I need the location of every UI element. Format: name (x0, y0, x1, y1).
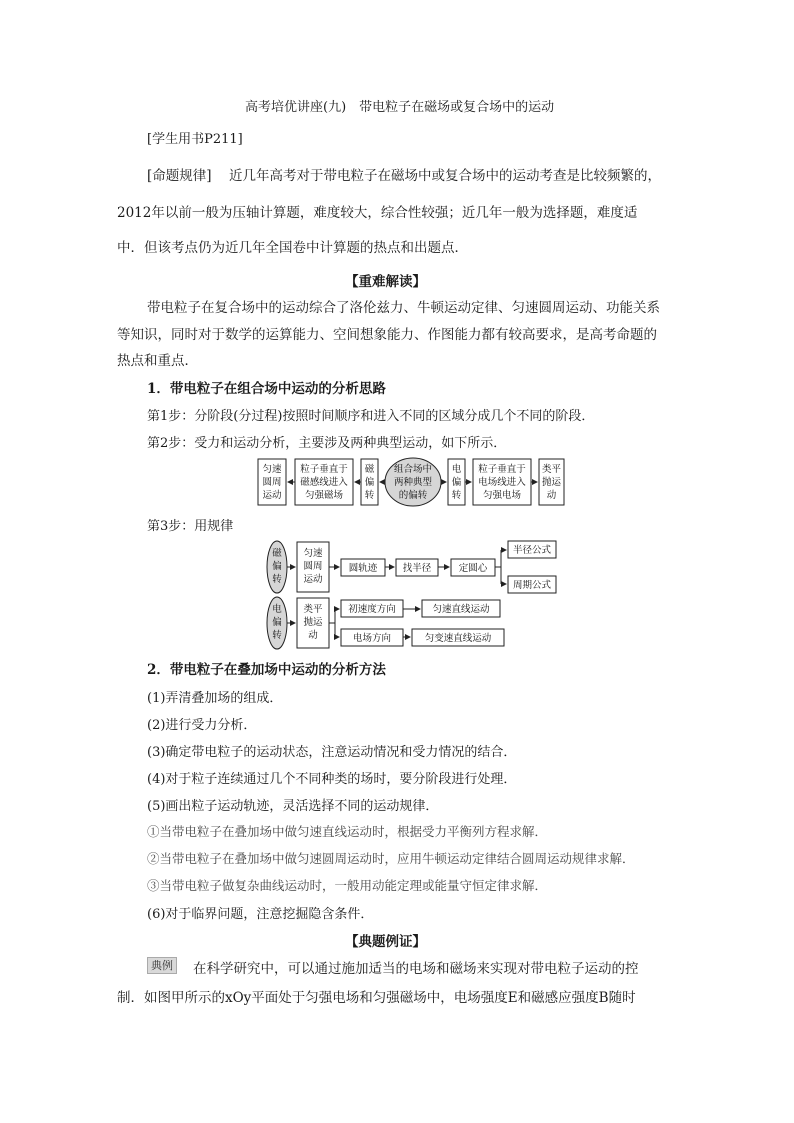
example-line-2: 制．如图甲所示的xOy平面处于匀强电场和匀强磁场中，电场强度E和磁感应强度B随时 (117, 990, 636, 1006)
method-item-1: (1)弄清叠加场的组成． (147, 691, 283, 706)
student-book-ref: [学生用书P211] (147, 132, 243, 147)
d1-g-2: 动 (546, 490, 557, 501)
method-item-3: (3)确定带电粒子的运动状态，注意运动情况和受力情况的结合． (147, 745, 517, 760)
sub2-heading: 2．带电粒子在叠加场中运动的分析方法 (147, 662, 386, 678)
d2-init: 初速度方向 (348, 604, 396, 615)
circled-item-1: ①当带电粒子在叠加场中做匀速直线运动时，根据受力平衡列方程求解． (147, 824, 548, 839)
d1-g-1: 抛运 (541, 477, 562, 488)
d2-cm-1: 圆周 (303, 561, 323, 572)
d1-a-1: 圆周 (262, 477, 282, 488)
d2-el-0: 电 (272, 604, 282, 615)
step-3: 第3步：用规律 (147, 519, 234, 534)
step-2: 第2步：受力和运动分析，主要涉及两种典型运动，如下所示． (147, 436, 507, 451)
example-heading: 【典题例证】 (345, 934, 426, 950)
d1-b-0: 粒子垂直于 (300, 464, 348, 475)
d2-mag-2: 转 (272, 574, 282, 585)
analysis-para-3: 热点和重点． (117, 353, 198, 369)
example-badge: 典例 (147, 957, 177, 974)
d2-center: 定圆心 (458, 563, 488, 574)
d2-rf: 半径公式 (512, 545, 552, 556)
d2-pf: 周期公式 (512, 580, 552, 591)
d2-pm-2: 动 (308, 630, 318, 641)
d2-radius: 找半径 (402, 563, 432, 574)
section-heading-analysis: 【重难解读】 (345, 274, 426, 290)
d1-f-0: 粒子垂直于 (478, 464, 526, 475)
d1-g-0: 类平 (541, 464, 562, 475)
method-item-4: (4)对于粒子连续通过几个不同种类的场时，要分阶段进行处理． (147, 772, 517, 787)
method-item-5: (5)画出粒子运动轨迹，灵活选择不同的运动规律． (147, 799, 439, 814)
d2-ul: 匀速直线运动 (432, 604, 490, 615)
method-item-6: (6)对于临界问题，注意挖掘隐含条件． (147, 907, 374, 922)
step-1: 第1步：分阶段(分过程)按照时间顺序和进入不同的区域分成几个不同的阶段． (147, 409, 595, 424)
sub1-heading: 1．带电粒子在组合场中运动的分析思路 (147, 381, 386, 397)
d1-c-0: 磁 (364, 464, 375, 475)
d2-al: 匀变速直线运动 (424, 633, 492, 644)
circled-item-2: ②当带电粒子在叠加场中做匀速圆周运动时，应用牛顿运动定律结合圆周运动规律求解． (147, 851, 635, 866)
combined-field-flowchart (255, 456, 567, 508)
example-line-1: 在科学研究中，可以通过施加适当的电场和磁场来实现对带电粒子运动的控 (193, 961, 639, 977)
method-item-2: (2)进行受力分析． (147, 718, 257, 733)
d2-pm-1: 抛运 (303, 617, 323, 628)
d2-el-1: 偏 (272, 617, 282, 628)
rule-line-2: 2012年以前一般为压轴计算题，难度较大，综合性较强；近几年一般为选择题，难度适 (117, 205, 638, 221)
d1-b-1: 磁感线进入 (300, 477, 348, 488)
rule-label: [命题规律] (147, 168, 212, 184)
d1-c-1: 偏 (364, 477, 375, 488)
d1-b-2: 匀强磁场 (304, 490, 344, 501)
rules-flowchart (265, 538, 560, 652)
analysis-para-2: 等知识，同时对于数学的运算能力、空间想象能力、作图能力都有较高要求，是高考命题的 (117, 327, 657, 343)
d1-d-2: 转 (451, 490, 462, 501)
d1-a-0: 匀速 (262, 464, 282, 475)
d2-field: 电场方向 (352, 633, 392, 644)
d1-c-2: 转 (364, 490, 375, 501)
d2-orbit: 圆轨迹 (348, 563, 378, 574)
analysis-para-1: 带电粒子在复合场中的运动综合了洛伦兹力、牛顿运动定律、匀速圆周运动、功能关系 (147, 300, 660, 316)
d2-pm-0: 类平 (303, 604, 323, 615)
d1-e-0: 组合场中 (393, 464, 433, 475)
circled-item-3: ③当带电粒子做复杂曲线运动时，一般用动能定理或能量守恒定律求解． (147, 878, 548, 893)
d1-f-2: 匀强电场 (482, 490, 522, 501)
rule-line-3: 中．但该考点仍为近几年全国卷中计算题的热点和出题点． (117, 240, 468, 256)
d2-cm-0: 匀速 (303, 548, 323, 559)
d1-d-0: 电 (451, 464, 462, 475)
d1-d-1: 偏 (451, 477, 462, 488)
d1-e-2: 的偏转 (398, 490, 428, 501)
rule-line-1: 近几年高考对于带电粒子在磁场中或复合场中的运动考查是比较频繁的， (229, 168, 661, 184)
d1-f-1: 电场线进入 (478, 477, 526, 488)
page-title: 高考培优讲座(九) 带电粒子在磁场或复合场中的运动 (245, 100, 555, 115)
d2-el-2: 转 (272, 630, 282, 641)
d2-mag-0: 磁 (272, 548, 282, 559)
d2-cm-2: 运动 (303, 574, 323, 585)
d1-e-1: 两种典型 (393, 477, 433, 488)
d2-mag-1: 偏 (272, 561, 282, 572)
d1-a-2: 运动 (262, 490, 282, 501)
